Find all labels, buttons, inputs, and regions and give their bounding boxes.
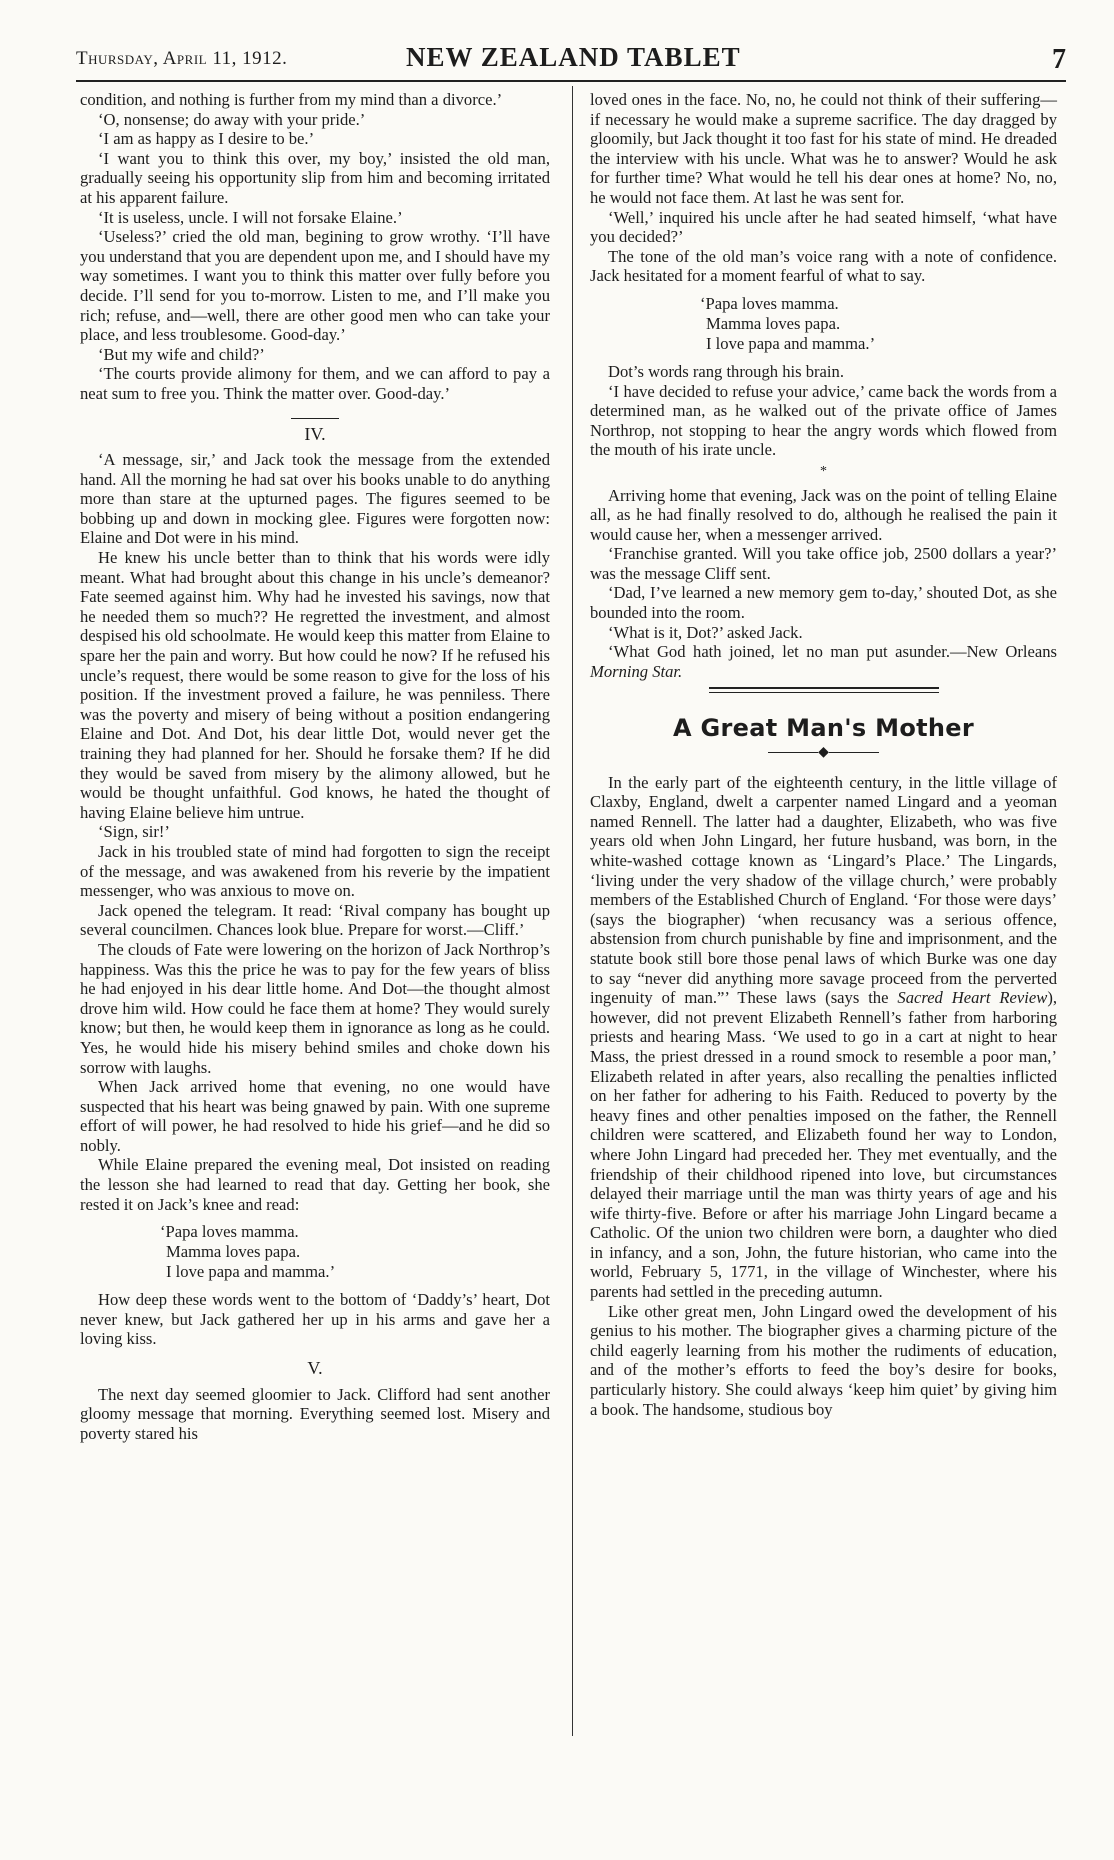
paragraph: The clouds of Fate were lowering on the horizon of Jack Northrop’s happiness. Was this the price he was to pay for the few years of bliss he had enjoyed in his dear little home. And Dot—the thought almost drove him wild. How could he face them at home? They would surely know; but then, he would keep them in ignorance as long as he could. Yes, he would hide his misery behind smiles and choke down his sorrow with laughs. [80, 939, 550, 1077]
paragraph: ‘Sign, sir!’ [98, 822, 170, 842]
paragraph: He knew his uncle better than to think that his words were idly meant. What had brought about this change in his uncle’s demeanor? Fate seemed against him. Why had he invested his savings, now that he needed them so much?? He regretted the investment, and almost despised his old schoolmate. He would keep this matter from Elaine to spare her the pain and worry. But how could he now? If he refused his uncle’s request, there would be some reason to give for the loss of his position. If the investment proved a failure, he was penniless. There was the poverty and misery of being without a position endangering Elaine and Dot. And Dot, his dear little Dot, would never get the training they had planned for her. Should he forsake them? If he did they would be saved from misery by the alimony allowed, but he would be thought unfaithful. God knows, he hated the thought of having Elaine believe him untrue. [80, 548, 550, 822]
paragraph: ‘What is it, Dot?’ asked Jack. [608, 622, 803, 642]
paragraph: While Elaine prepared the evening meal, Dot insisted on reading the lesson she had learned to read that day. Getting her book, she rested it on Jack’s knee and read: [80, 1155, 550, 1214]
column-divider [572, 86, 573, 1736]
paragraph: ‘I want you to think this over, my boy,’ insisted the old man, gradually seeing his opportunity slip from him and becoming irritated at his apparent failure. [80, 148, 550, 207]
section-heading-iv: IV. [304, 423, 326, 444]
paragraph: ‘It is useless, uncle. I will not forsake Elaine.’ [98, 207, 403, 227]
paragraph: ‘Franchise granted. Will you take office job, 2500 dollars a year?’ was the message Cliff sent. [590, 544, 1057, 583]
paragraph: ‘But my wife and child?’ [98, 344, 265, 364]
paragraph-text: In the early part of the eighteenth century, in the little village of Claxby, England, dwelt a carpenter named Lingard and a yeoman named Rennell. The latter had a daughter, Elizabeth, who was five years old when John Lingard, her future husband, was born, in the white-washed cottage known as ‘Lingard’s Place.’ The Lingards, ‘living under the very shadow of the village church,’ were probably members of the Established Church of England. ‘For those were days’ (says the biographer) ‘when recusancy was a serious offence, abstension from church punishable by fine and imprisonment, and the statute book still bore those penal laws of which Burke was one day to say “never did anything more savage proceed from the perverted ingenuity of man.”’ These laws (says the [590, 772, 1057, 1008]
paragraph: ‘O, nonsense; do away with your pride.’ [98, 109, 366, 129]
paragraph: loved ones in the face. No, no, he could not think of their suffering—if necessary he would make a supreme sacrifice. The day dragged by gloomily, but Jack thought it too fast for his state of mind. He dreaded the interview with his uncle. What was he to answer? Would he ask for further time? What would he tell his dear ones at home? No, no, he would not face them. At last he was sent for. [590, 90, 1057, 207]
paragraph: ‘Well,’ inquired his uncle after he had seated himself, ‘what have you decided?’ [590, 207, 1057, 247]
masthead-title: NEW ZEALAND TABLET [406, 42, 741, 72]
paragraph: Arriving home that evening, Jack was on the point of telling Elaine all, as he had finally resolved to do, although he realised the pain it would cause her, when a messenger arrived. [590, 485, 1057, 544]
source-publication: Morning Star. [590, 661, 683, 681]
story-end-rule [709, 687, 939, 693]
paragraph: condition, and nothing is further from my mind than a divorce.’ [80, 90, 503, 109]
paragraph-text: ), however, did not prevent Elizabeth Rennell’s father from harboring priests and hearing Mass. ‘We used to go in a cart at night to hear Mass, the priest dressed in a round smock to resemble a poor man,’ Elizabeth related in after years, also recalling the penalties inflicted on her father for adhering to his Faith. Reduced to poverty by the heavy fines and other penalties imposed on the father, the Rennell children were scattered, and Elizabeth found her way to London, where John Lingard had preceded her. They met eventually, and the friendship of their childhood ripened into love, but circumstances delayed their marriage until the man was thirty years of age and his wife thirty-five. Before or after his marriage John Lingard became a Catholic. Of the union two children were born, a daughter who died in infancy, and a son, John, the future historian, who came into the world, February 5, 1771, in the village of Winchester, where his parents had settled in the preceding autumn. [590, 988, 1057, 1302]
section-heading-v: V. [307, 1358, 323, 1379]
paragraph: How deep these words went to the bottom of ‘Daddy’s’ heart, Dot never knew, but Jack gathered her up in his arms and gave her a loving kiss. [80, 1290, 550, 1349]
verse-line: Mamma loves papa. [166, 1242, 301, 1262]
verse-line: I love papa and mamma.’ [166, 1262, 336, 1282]
paragraph: ‘I have decided to refuse your advice,’ came back the words from a determined man, as he walked out of the private office of James Northrop, not stopping to hear the angry words which flowed from the mouth of his irate uncle. [590, 381, 1057, 460]
verse-line: ‘Papa loves mamma. [700, 293, 839, 313]
header-rule [76, 80, 1066, 82]
paragraph: Dot’s words rang through his brain. [608, 361, 844, 381]
paragraph: Jack in his troubled state of mind had forgotten to sign the receipt of the message, and was awakened from his reverie by the impatient messenger, who was anxious to move on. [80, 841, 550, 901]
paragraph: ‘A message, sir,’ and Jack took the message from the extended hand. All the morning he had sat over his books unable to do anything more than stare at the upturned pages. The figures seemed to be bobbing up and down in mocking glee. Figures were forgotten now: Elaine and Dot were in his mind. [80, 450, 550, 548]
diamond-icon: ◆ [818, 745, 829, 761]
verse [700, 294, 1057, 354]
source-publication: Sacred Heart Review [897, 988, 1048, 1008]
title-ornament [590, 743, 1057, 763]
left-column [80, 90, 550, 1443]
paragraph [590, 773, 1057, 1302]
paragraph: ‘Useless?’ cried the old man, begining to grow wrothy. ‘I’ll have you understand that you are dependent upon me, and I should have my way sometimes. I want you to think this matter over fully before you decide. I’ll send for you to-morrow. Listen to me, and I’ll make you rich; refuse, and—well, there are other good men who can take your place, and less troublesome. Good-day.’ [80, 227, 550, 345]
section-rule [291, 418, 339, 419]
issue-date: Thursday, April 11, 1912. [76, 48, 288, 69]
right-column [590, 90, 1057, 1419]
page-number: 7 [1052, 44, 1066, 75]
paragraph-text: ‘What God hath joined, let no man put asunder.—New Orleans [608, 642, 1057, 662]
verse-line: I love papa and mamma.’ [706, 333, 876, 353]
paragraph: The next day seemed gloomier to Jack. Clifford had sent another gloomy message that morning. Everything seemed lost. Misery and poverty stared his [80, 1384, 550, 1443]
verse-line: Mamma loves papa. [706, 313, 841, 333]
verse-line: ‘Papa loves mamma. [160, 1222, 299, 1242]
paragraph: ‘The courts provide alimony for them, and we can afford to pay a neat sum to free you. Think the matter over. Good-day.’ [80, 364, 550, 403]
article-title: A Great Man's Mother [673, 714, 974, 743]
section-break: * [820, 463, 827, 479]
paragraph: ‘I am as happy as I desire to be.’ [98, 129, 315, 149]
verse [160, 1222, 550, 1282]
paragraph: When Jack arrived home that evening, no one would have suspected that his heart was being gnawed by pain. With one supreme effort of will power, he had resolved to hide his grief—and he did so nobly. [80, 1077, 550, 1155]
paragraph [590, 642, 1057, 681]
page-header [76, 42, 1066, 76]
paragraph: Like other great men, John Lingard owed the development of his genius to his mother. The biographer gives a charming picture of the child eagerly learning from his mother the rudiments of education, and of the mother’s efforts to feed the boy’s desire for books, particularly history. She could always ‘keep him quiet’ by giving him a book. The handsome, studious boy [590, 1301, 1057, 1419]
paragraph: The tone of the old man’s voice rang with a note of confidence. Jack hesitated for a moment fearful of what to say. [590, 246, 1057, 286]
paragraph: ‘Dad, I’ve learned a new memory gem to-day,’ shouted Dot, as she bounded into the room. [590, 583, 1057, 623]
paragraph: Jack opened the telegram. It read: ‘Rival company has bought up several councilmen. Chances look blue. Prepare for worst.—Cliff.’ [80, 900, 550, 940]
